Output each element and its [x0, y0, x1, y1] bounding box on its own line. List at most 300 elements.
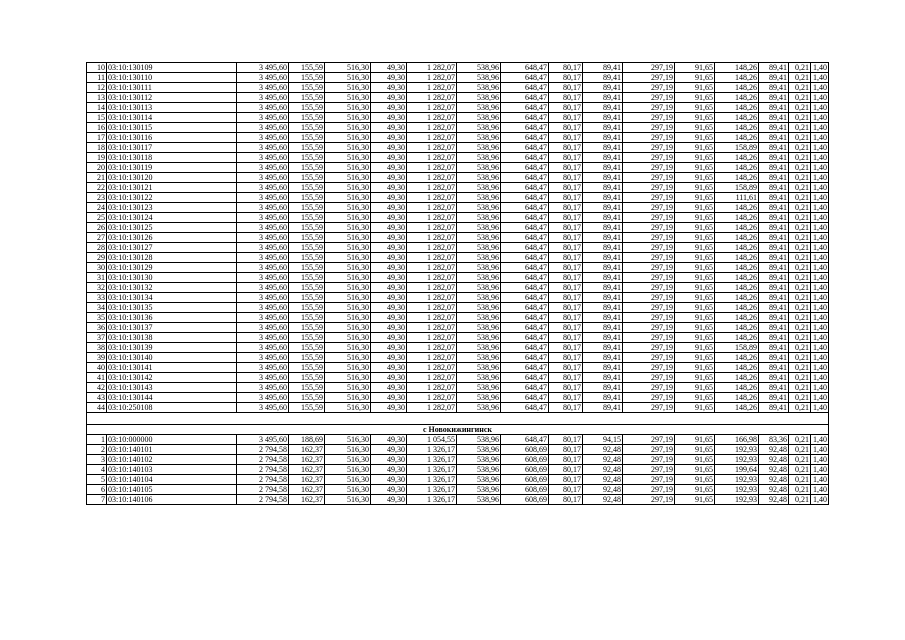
- row-number-cell: 20: [87, 163, 107, 173]
- value-cell: 89,41: [759, 93, 789, 103]
- table-body-bottom: [87, 435, 829, 505]
- row-number-cell: 13: [87, 93, 107, 103]
- value-cell: 2 794,58: [237, 485, 289, 495]
- value-cell: 89,41: [759, 103, 789, 113]
- value-cell: 297,19: [623, 73, 675, 83]
- row-number-cell: 1: [87, 435, 107, 445]
- value-cell: 538,96: [457, 323, 501, 333]
- table-row: [87, 323, 829, 333]
- value-cell: 80,17: [549, 233, 583, 243]
- value-cell: 2 794,58: [237, 465, 289, 475]
- cadastral-code-cell: 03:10:130137: [107, 323, 237, 333]
- table-row: [87, 213, 829, 223]
- value-cell: 92,48: [583, 445, 623, 455]
- value-cell: 49,30: [371, 343, 407, 353]
- value-cell: 89,41: [759, 263, 789, 273]
- value-cell: 89,41: [759, 183, 789, 193]
- value-cell: 155,59: [289, 313, 325, 323]
- value-cell: 608,69: [501, 475, 549, 485]
- value-cell: 3 495,60: [237, 83, 289, 93]
- value-cell: 91,65: [675, 283, 715, 293]
- value-cell: 3 495,60: [237, 313, 289, 323]
- value-cell: 648,47: [501, 93, 549, 103]
- value-cell: 158,89: [715, 183, 759, 193]
- value-cell: 516,30: [325, 333, 371, 343]
- value-cell: 297,19: [623, 213, 675, 223]
- value-cell: 89,41: [759, 283, 789, 293]
- value-cell: 1,40: [811, 363, 829, 373]
- value-cell: 92,48: [759, 495, 789, 505]
- value-cell: 538,96: [457, 123, 501, 133]
- value-cell: 155,59: [289, 323, 325, 333]
- value-cell: 91,65: [675, 193, 715, 203]
- table-row: [87, 475, 829, 485]
- value-cell: 49,30: [371, 253, 407, 263]
- value-cell: 297,19: [623, 233, 675, 243]
- value-cell: 91,65: [675, 363, 715, 373]
- cadastral-code-cell: 03:10:130144: [107, 393, 237, 403]
- value-cell: 538,96: [457, 303, 501, 313]
- value-cell: 0,21: [789, 193, 811, 203]
- table-row: [87, 403, 829, 413]
- value-cell: 0,21: [789, 163, 811, 173]
- table-row: [87, 123, 829, 133]
- cadastral-code-cell: 03:10:130126: [107, 233, 237, 243]
- value-cell: 89,41: [759, 333, 789, 343]
- value-cell: 80,17: [549, 243, 583, 253]
- value-cell: 1 282,07: [407, 253, 457, 263]
- value-cell: 80,17: [549, 373, 583, 383]
- value-cell: 89,41: [583, 293, 623, 303]
- value-cell: 155,59: [289, 253, 325, 263]
- value-cell: 91,65: [675, 223, 715, 233]
- cadastral-code-cell: 03:10:130125: [107, 223, 237, 233]
- value-cell: 91,65: [675, 495, 715, 505]
- value-cell: 516,30: [325, 233, 371, 243]
- value-cell: 89,41: [583, 243, 623, 253]
- value-cell: 297,19: [623, 435, 675, 445]
- value-cell: 91,65: [675, 273, 715, 283]
- value-cell: 648,47: [501, 73, 549, 83]
- value-cell: 91,65: [675, 303, 715, 313]
- value-cell: 92,48: [759, 475, 789, 485]
- value-cell: 516,30: [325, 213, 371, 223]
- value-cell: 89,41: [583, 393, 623, 403]
- value-cell: 538,96: [457, 133, 501, 143]
- value-cell: 1,40: [811, 495, 829, 505]
- table-row: [87, 445, 829, 455]
- row-number-cell: 11: [87, 73, 107, 83]
- value-cell: 1 282,07: [407, 183, 457, 193]
- value-cell: 648,47: [501, 373, 549, 383]
- value-cell: 148,26: [715, 223, 759, 233]
- value-cell: 80,17: [549, 223, 583, 233]
- value-cell: 1 282,07: [407, 363, 457, 373]
- value-cell: 80,17: [549, 193, 583, 203]
- value-cell: 0,21: [789, 113, 811, 123]
- value-cell: 538,96: [457, 495, 501, 505]
- value-cell: 89,41: [583, 203, 623, 213]
- value-cell: 648,47: [501, 173, 549, 183]
- value-cell: 0,21: [789, 403, 811, 413]
- table-row: [87, 133, 829, 143]
- value-cell: 648,47: [501, 83, 549, 93]
- value-cell: 297,19: [623, 93, 675, 103]
- value-cell: 3 495,60: [237, 263, 289, 273]
- value-cell: 1,40: [811, 113, 829, 123]
- value-cell: 1,40: [811, 213, 829, 223]
- value-cell: 91,65: [675, 173, 715, 183]
- value-cell: 538,96: [457, 153, 501, 163]
- value-cell: 1 282,07: [407, 83, 457, 93]
- value-cell: 648,47: [501, 183, 549, 193]
- value-cell: 148,26: [715, 393, 759, 403]
- cadastral-code-cell: 03:10:130136: [107, 313, 237, 323]
- table-row: [87, 103, 829, 113]
- value-cell: 92,48: [583, 485, 623, 495]
- value-cell: 297,19: [623, 353, 675, 363]
- value-cell: 155,59: [289, 73, 325, 83]
- value-cell: 1,40: [811, 163, 829, 173]
- value-cell: 49,30: [371, 213, 407, 223]
- value-cell: 516,30: [325, 273, 371, 283]
- value-cell: 91,65: [675, 63, 715, 73]
- value-cell: 538,96: [457, 93, 501, 103]
- value-cell: 2 794,58: [237, 455, 289, 465]
- value-cell: 1 282,07: [407, 293, 457, 303]
- value-cell: 3 495,60: [237, 403, 289, 413]
- value-cell: 1 282,07: [407, 153, 457, 163]
- value-cell: 188,69: [289, 435, 325, 445]
- value-cell: 0,21: [789, 475, 811, 485]
- value-cell: 0,21: [789, 393, 811, 403]
- value-cell: 155,59: [289, 123, 325, 133]
- value-cell: 1,40: [811, 253, 829, 263]
- value-cell: 3 495,60: [237, 373, 289, 383]
- row-number-cell: 5: [87, 475, 107, 485]
- value-cell: 297,19: [623, 103, 675, 113]
- value-cell: 0,21: [789, 173, 811, 183]
- value-cell: 80,17: [549, 253, 583, 263]
- value-cell: 1,40: [811, 293, 829, 303]
- value-cell: 648,47: [501, 153, 549, 163]
- value-cell: 166,98: [715, 435, 759, 445]
- value-cell: 516,30: [325, 293, 371, 303]
- value-cell: 80,17: [549, 203, 583, 213]
- value-cell: 80,17: [549, 283, 583, 293]
- row-number-cell: 37: [87, 333, 107, 343]
- cadastral-code-cell: 03:10:130112: [107, 93, 237, 103]
- value-cell: 3 495,60: [237, 173, 289, 183]
- value-cell: 297,19: [623, 313, 675, 323]
- value-cell: 89,41: [759, 153, 789, 163]
- value-cell: 80,17: [549, 273, 583, 283]
- value-cell: 3 495,60: [237, 183, 289, 193]
- value-cell: 0,21: [789, 133, 811, 143]
- value-cell: 0,21: [789, 435, 811, 445]
- value-cell: 91,65: [675, 253, 715, 263]
- row-number-cell: 31: [87, 273, 107, 283]
- value-cell: 3 495,60: [237, 213, 289, 223]
- value-cell: 89,41: [583, 323, 623, 333]
- value-cell: 516,30: [325, 403, 371, 413]
- value-cell: 2 794,58: [237, 495, 289, 505]
- value-cell: 516,30: [325, 183, 371, 193]
- value-cell: 91,65: [675, 163, 715, 173]
- value-cell: 155,59: [289, 173, 325, 183]
- cadastral-code-cell: 03:10:130140: [107, 353, 237, 363]
- value-cell: 538,96: [457, 253, 501, 263]
- value-cell: 91,65: [675, 213, 715, 223]
- value-cell: 1 282,07: [407, 243, 457, 253]
- section-title: с Новокижингинск: [87, 425, 829, 435]
- cadastral-code-cell: 03:10:130143: [107, 383, 237, 393]
- value-cell: 148,26: [715, 333, 759, 343]
- value-cell: 297,19: [623, 343, 675, 353]
- value-cell: 1 282,07: [407, 193, 457, 203]
- value-cell: 0,21: [789, 383, 811, 393]
- value-cell: 111,61: [715, 193, 759, 203]
- value-cell: 89,41: [759, 133, 789, 143]
- value-cell: 1 282,07: [407, 133, 457, 143]
- value-cell: 89,41: [583, 73, 623, 83]
- cadastral-code-cell: 03:10:130120: [107, 173, 237, 183]
- value-cell: 49,30: [371, 183, 407, 193]
- cadastral-code-cell: 03:10:000000: [107, 435, 237, 445]
- value-cell: 1 282,07: [407, 73, 457, 83]
- value-cell: 1 282,07: [407, 173, 457, 183]
- value-cell: 80,17: [549, 183, 583, 193]
- value-cell: 1 282,07: [407, 383, 457, 393]
- value-cell: 648,47: [501, 143, 549, 153]
- value-cell: 94,15: [583, 435, 623, 445]
- table-row: [87, 143, 829, 153]
- value-cell: 89,41: [759, 353, 789, 363]
- value-cell: 0,21: [789, 73, 811, 83]
- value-cell: 3 495,60: [237, 243, 289, 253]
- value-cell: 516,30: [325, 223, 371, 233]
- cadastral-code-cell: 03:10:140103: [107, 465, 237, 475]
- value-cell: 0,21: [789, 103, 811, 113]
- value-cell: 648,47: [501, 213, 549, 223]
- value-cell: 1 282,07: [407, 353, 457, 363]
- value-cell: 49,30: [371, 293, 407, 303]
- value-cell: 148,26: [715, 373, 759, 383]
- value-cell: 0,21: [789, 273, 811, 283]
- value-cell: 0,21: [789, 223, 811, 233]
- tariff-table: [86, 62, 829, 505]
- value-cell: 516,30: [325, 163, 371, 173]
- value-cell: 297,19: [623, 63, 675, 73]
- value-cell: 91,65: [675, 343, 715, 353]
- value-cell: 80,17: [549, 293, 583, 303]
- value-cell: 91,65: [675, 435, 715, 445]
- cadastral-code-cell: 03:10:130127: [107, 243, 237, 253]
- value-cell: 162,37: [289, 465, 325, 475]
- value-cell: 80,17: [549, 393, 583, 403]
- value-cell: 80,17: [549, 333, 583, 343]
- value-cell: 155,59: [289, 393, 325, 403]
- value-cell: 1,40: [811, 183, 829, 193]
- table-spacer: [87, 413, 829, 435]
- value-cell: 648,47: [501, 243, 549, 253]
- value-cell: 648,47: [501, 133, 549, 143]
- value-cell: 516,30: [325, 63, 371, 73]
- value-cell: 148,26: [715, 353, 759, 363]
- value-cell: 538,96: [457, 143, 501, 153]
- value-cell: 516,30: [325, 73, 371, 83]
- value-cell: 516,30: [325, 93, 371, 103]
- value-cell: 1,40: [811, 63, 829, 73]
- value-cell: 89,41: [759, 303, 789, 313]
- value-cell: 148,26: [715, 113, 759, 123]
- value-cell: 3 495,60: [237, 283, 289, 293]
- value-cell: 1 282,07: [407, 203, 457, 213]
- value-cell: 297,19: [623, 475, 675, 485]
- value-cell: 538,96: [457, 333, 501, 343]
- cadastral-code-cell: 03:10:130134: [107, 293, 237, 303]
- value-cell: 516,30: [325, 303, 371, 313]
- value-cell: 155,59: [289, 223, 325, 233]
- value-cell: 516,30: [325, 353, 371, 363]
- value-cell: 80,17: [549, 153, 583, 163]
- value-cell: 49,30: [371, 303, 407, 313]
- value-cell: 1 282,07: [407, 223, 457, 233]
- value-cell: 3 495,60: [237, 203, 289, 213]
- value-cell: 0,21: [789, 93, 811, 103]
- value-cell: 3 495,60: [237, 93, 289, 103]
- value-cell: 89,41: [759, 343, 789, 353]
- value-cell: 91,65: [675, 233, 715, 243]
- value-cell: 297,19: [623, 163, 675, 173]
- value-cell: 538,96: [457, 475, 501, 485]
- row-number-cell: 6: [87, 485, 107, 495]
- row-number-cell: 18: [87, 143, 107, 153]
- value-cell: 89,41: [583, 163, 623, 173]
- value-cell: 648,47: [501, 203, 549, 213]
- value-cell: 297,19: [623, 303, 675, 313]
- row-number-cell: 7: [87, 495, 107, 505]
- value-cell: 91,65: [675, 103, 715, 113]
- value-cell: 89,41: [583, 93, 623, 103]
- table-row: [87, 113, 829, 123]
- value-cell: 148,26: [715, 213, 759, 223]
- blank-row: [87, 413, 829, 425]
- value-cell: 49,30: [371, 353, 407, 363]
- table-row: [87, 63, 829, 73]
- value-cell: 538,96: [457, 63, 501, 73]
- value-cell: 155,59: [289, 283, 325, 293]
- value-cell: 1,40: [811, 73, 829, 83]
- value-cell: 3 495,60: [237, 343, 289, 353]
- value-cell: 1,40: [811, 333, 829, 343]
- value-cell: 297,19: [623, 333, 675, 343]
- value-cell: 648,47: [501, 303, 549, 313]
- value-cell: 49,30: [371, 445, 407, 455]
- value-cell: 83,36: [759, 435, 789, 445]
- value-cell: 155,59: [289, 103, 325, 113]
- value-cell: 3 495,60: [237, 143, 289, 153]
- value-cell: 3 495,60: [237, 133, 289, 143]
- value-cell: 89,41: [759, 363, 789, 373]
- table-row: [87, 193, 829, 203]
- cadastral-code-cell: 03:10:130141: [107, 363, 237, 373]
- value-cell: 297,19: [623, 465, 675, 475]
- value-cell: 608,69: [501, 445, 549, 455]
- value-cell: 538,96: [457, 373, 501, 383]
- value-cell: 0,21: [789, 143, 811, 153]
- value-cell: 155,59: [289, 333, 325, 343]
- value-cell: 89,41: [583, 83, 623, 93]
- value-cell: 80,17: [549, 83, 583, 93]
- value-cell: 0,21: [789, 303, 811, 313]
- value-cell: 1 282,07: [407, 303, 457, 313]
- value-cell: 80,17: [549, 363, 583, 373]
- value-cell: 297,19: [623, 133, 675, 143]
- value-cell: 648,47: [501, 403, 549, 413]
- value-cell: 1 282,07: [407, 393, 457, 403]
- value-cell: 516,30: [325, 153, 371, 163]
- table-row: [87, 183, 829, 193]
- value-cell: 148,26: [715, 133, 759, 143]
- value-cell: 80,17: [549, 445, 583, 455]
- value-cell: 49,30: [371, 273, 407, 283]
- value-cell: 92,48: [759, 455, 789, 465]
- cadastral-code-cell: 03:10:140101: [107, 445, 237, 455]
- value-cell: 89,41: [583, 223, 623, 233]
- value-cell: 516,30: [325, 485, 371, 495]
- value-cell: 608,69: [501, 455, 549, 465]
- value-cell: 49,30: [371, 475, 407, 485]
- value-cell: 49,30: [371, 233, 407, 243]
- value-cell: 192,93: [715, 455, 759, 465]
- value-cell: 648,47: [501, 253, 549, 263]
- value-cell: 1,40: [811, 263, 829, 273]
- value-cell: 49,30: [371, 173, 407, 183]
- value-cell: 155,59: [289, 143, 325, 153]
- value-cell: 91,65: [675, 445, 715, 455]
- value-cell: 1,40: [811, 193, 829, 203]
- value-cell: 538,96: [457, 383, 501, 393]
- value-cell: 92,48: [583, 495, 623, 505]
- value-cell: 0,21: [789, 153, 811, 163]
- value-cell: 148,26: [715, 283, 759, 293]
- value-cell: 162,37: [289, 475, 325, 485]
- value-cell: 1 282,07: [407, 283, 457, 293]
- value-cell: 538,96: [457, 193, 501, 203]
- value-cell: 1,40: [811, 103, 829, 113]
- value-cell: 155,59: [289, 233, 325, 243]
- value-cell: 148,26: [715, 383, 759, 393]
- row-number-cell: 2: [87, 445, 107, 455]
- value-cell: 3 495,60: [237, 233, 289, 243]
- value-cell: 155,59: [289, 353, 325, 363]
- value-cell: 80,17: [549, 73, 583, 83]
- value-cell: 91,65: [675, 153, 715, 163]
- value-cell: 155,59: [289, 63, 325, 73]
- table-body-top: [87, 63, 829, 413]
- value-cell: 297,19: [623, 123, 675, 133]
- value-cell: 648,47: [501, 283, 549, 293]
- cadastral-code-cell: 03:10:130124: [107, 213, 237, 223]
- value-cell: 89,41: [759, 323, 789, 333]
- value-cell: 89,41: [583, 273, 623, 283]
- value-cell: 1 282,07: [407, 263, 457, 273]
- value-cell: 1 282,07: [407, 333, 457, 343]
- table-row: [87, 333, 829, 343]
- value-cell: 297,19: [623, 373, 675, 383]
- value-cell: 297,19: [623, 393, 675, 403]
